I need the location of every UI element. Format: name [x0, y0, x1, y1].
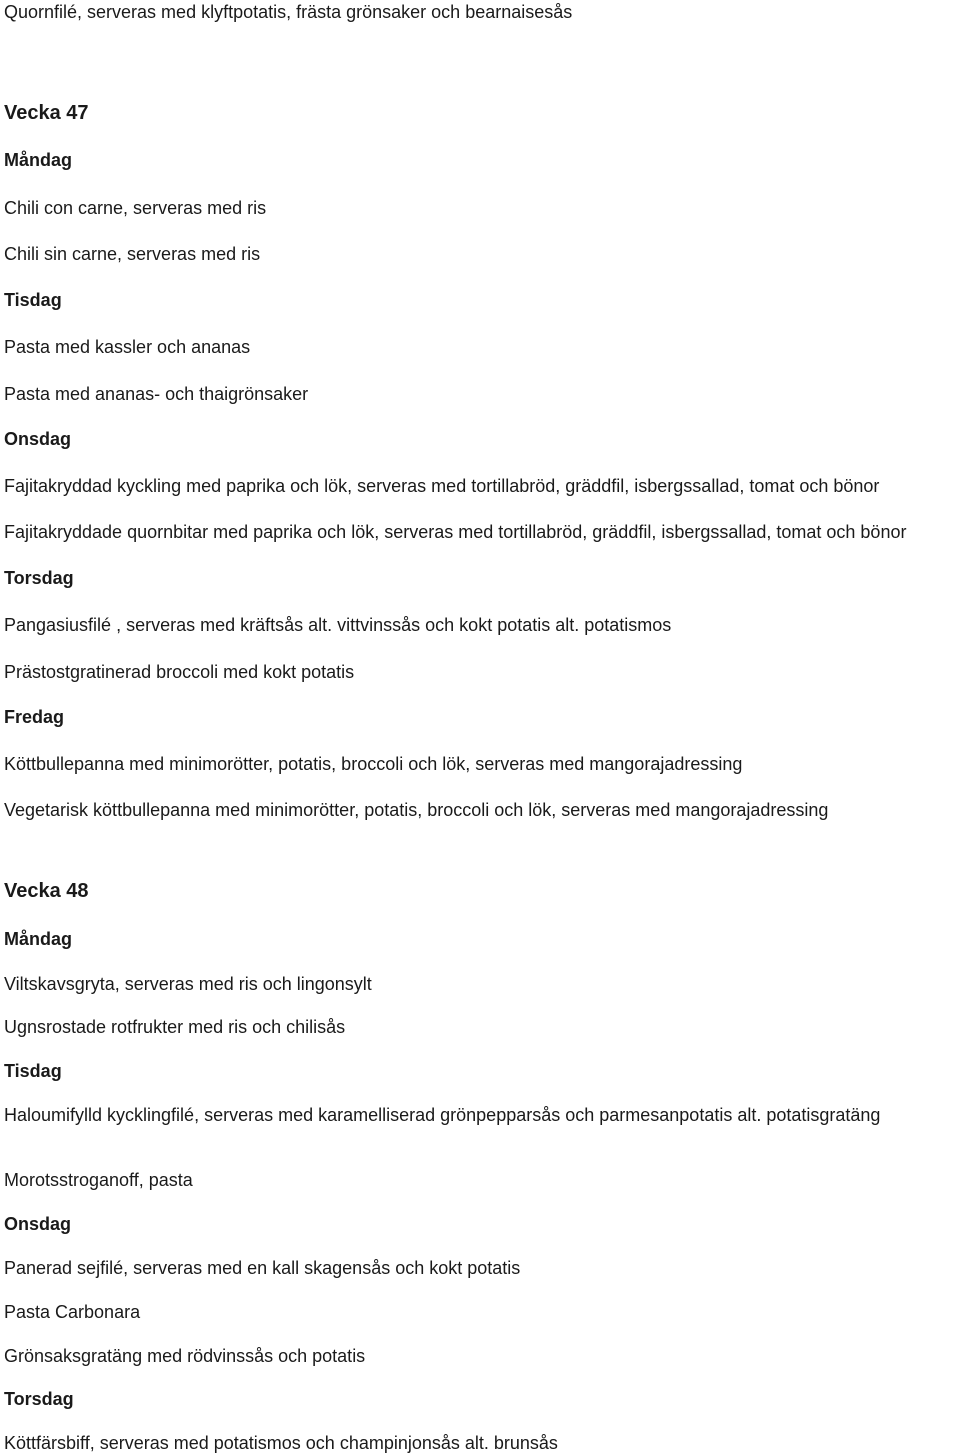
intro-dish: Quornfilé, serveras med klyftpotatis, frästa grönsaker och bearnaisesås [4, 2, 573, 22]
week-47-monday-dish-2: Chili sin carne, serveras med ris [4, 244, 261, 264]
week-48-tuesday-dish-2: Morotsstroganoff, pasta [4, 1170, 193, 1190]
week-47-wednesday-heading: Onsdag [4, 429, 72, 449]
week-47-tuesday-dish-1: Pasta med kassler och ananas [4, 337, 251, 357]
week-48-tuesday-heading: Tisdag [4, 1061, 62, 1081]
week-47-monday-heading: Måndag [4, 150, 73, 170]
week-47-wednesday-dish-2: Fajitakryddade quornbitar med paprika och lök, serveras med tortillabröd, gräddfil, isbergssallad, tomat och bönor [4, 522, 907, 542]
week-48-wednesday-dish-3: Grönsaksgratäng med rödvinssås och potatis [4, 1346, 366, 1366]
week-47-tuesday-dish-2: Pasta med ananas- och thaigrönsaker [4, 384, 309, 404]
week-47-friday-heading: Fredag [4, 707, 65, 727]
week-47-monday-dish-1: Chili con carne, serveras med ris [4, 198, 267, 218]
week-48-thursday-heading: Torsdag [4, 1389, 74, 1409]
week-48-wednesday-dish-2: Pasta Carbonara [4, 1302, 141, 1322]
week-47-tuesday-heading: Tisdag [4, 290, 62, 310]
week-48-monday-dish-1: Viltskavsgryta, serveras med ris och lingonsylt [4, 974, 372, 994]
week-47-friday-dish-1: Köttbullepanna med minimorötter, potatis, broccoli och lök, serveras med mangorajadressing [4, 754, 743, 774]
week-47-heading: Vecka 47 [4, 102, 89, 124]
week-48-wednesday-dish-1: Panerad sejfilé, serveras med en kall skagensås och kokt potatis [4, 1258, 521, 1278]
week-48-monday-heading: Måndag [4, 929, 73, 949]
week-48-wednesday-heading: Onsdag [4, 1214, 72, 1234]
week-48-thursday-dish-1: Köttfärsbiff, serveras med potatismos och champinjonsås alt. brunsås [4, 1433, 558, 1453]
week-47-friday-dish-2: Vegetarisk köttbullepanna med minimorötter, potatis, broccoli och lök, serveras med mangorajadressing [4, 800, 829, 820]
week-47-thursday-heading: Torsdag [4, 568, 74, 588]
week-48-heading: Vecka 48 [4, 880, 89, 902]
week-47-thursday-dish-1: Pangasiusfilé , serveras med kräftsås alt. vittvinssås och kokt potatis alt. potatismos [4, 615, 672, 635]
week-48-monday-dish-2: Ugnsrostade rotfrukter med ris och chilisås [4, 1017, 346, 1037]
week-47-wednesday-dish-1: Fajitakryddad kyckling med paprika och lök, serveras med tortillabröd, gräddfil, isbergssallad, tomat och bönor [4, 476, 880, 496]
week-47-thursday-dish-2: Prästostgratinerad broccoli med kokt potatis [4, 662, 355, 682]
week-48-tuesday-dish-1: Haloumifylld kycklingfilé, serveras med karamelliserad grönpepparsås och parmesanpotatis alt. potatisgratäng [4, 1105, 881, 1125]
